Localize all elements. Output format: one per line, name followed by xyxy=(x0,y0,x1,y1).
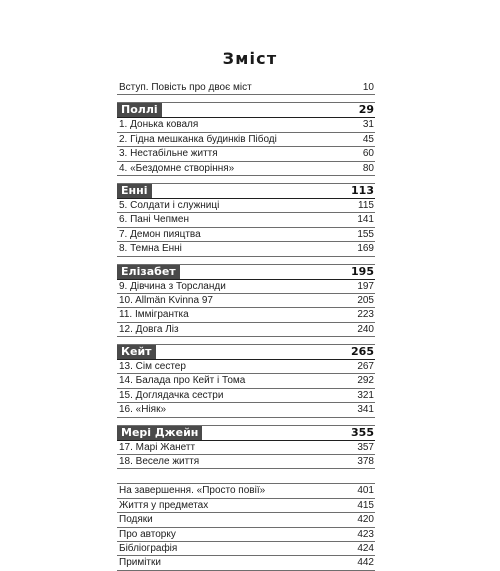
toc-entry-label: 7. Демон пияцтва xyxy=(119,228,201,240)
toc-entry-label: 6. Пані Чепмен xyxy=(119,214,189,226)
toc-entry-page: 415 xyxy=(357,499,374,511)
toc-entry-page: 357 xyxy=(357,441,374,453)
toc-endmatter-entry[interactable] xyxy=(117,499,375,513)
toc-chapter-entry[interactable] xyxy=(117,403,375,417)
toc-entry-label: 4. «Бездомне створіння» xyxy=(119,162,235,174)
toc-part-heading[interactable] xyxy=(117,344,375,360)
toc-entry-label: 14. Балада про Кейт і Тома xyxy=(119,375,246,387)
toc-entry-label: Примітки xyxy=(119,557,161,569)
toc-endmatter-entry[interactable] xyxy=(117,483,375,498)
toc-entry-page: 223 xyxy=(357,309,374,321)
toc-chapter-entry[interactable] xyxy=(117,360,375,374)
toc-entry-label: 15. Доглядачка сестри xyxy=(119,389,224,401)
toc-entry-label: 13. Сім сестер xyxy=(119,361,186,373)
toc-part-label: Елізабет xyxy=(117,265,180,279)
toc-entry-intro[interactable] xyxy=(117,81,375,95)
toc-part-label: Енні xyxy=(117,184,152,198)
toc-entry-label: 11. Іммігрантка xyxy=(119,309,189,321)
toc-part-page: 355 xyxy=(351,425,374,439)
toc-entry-label: 8. Темна Енні xyxy=(119,243,182,255)
toc-entry-label: 17. Марі Жанетт xyxy=(119,441,196,453)
toc-part-heading[interactable] xyxy=(117,425,375,441)
toc-entry-page: 141 xyxy=(357,214,374,226)
toc-entry-page: 60 xyxy=(362,148,374,160)
toc-chapter-entry[interactable] xyxy=(117,280,375,294)
toc-entry-page: 423 xyxy=(357,528,374,540)
toc-part-heading[interactable] xyxy=(117,264,375,280)
toc-part-page: 113 xyxy=(351,183,374,197)
toc-entry-page: 115 xyxy=(358,199,374,211)
toc-entry-page: 292 xyxy=(357,375,374,387)
toc-chapter-entry[interactable] xyxy=(117,389,375,403)
toc-chapter-entry[interactable] xyxy=(117,162,375,176)
toc-entry-page: 442 xyxy=(357,557,374,569)
toc-entry-page: 45 xyxy=(362,133,374,145)
toc-part-page: 195 xyxy=(351,264,374,278)
toc-entry-label: Про авторку xyxy=(119,528,176,540)
toc-part-page: 265 xyxy=(351,345,374,359)
toc-chapter-entry[interactable] xyxy=(117,455,375,469)
toc-entry-page: 378 xyxy=(357,456,374,468)
toc-endmatter-entry[interactable] xyxy=(117,513,375,527)
toc-part-heading[interactable] xyxy=(117,102,375,118)
toc-entry-page: 341 xyxy=(357,404,374,416)
toc-entry-label: Подяки xyxy=(119,514,153,526)
toc-endmatter-entry[interactable] xyxy=(117,528,375,542)
toc-chapter-entry[interactable] xyxy=(117,323,375,337)
toc-chapter-entry[interactable] xyxy=(117,147,375,161)
toc-chapter-entry[interactable] xyxy=(117,242,375,256)
toc-chapter-entry[interactable] xyxy=(117,308,375,322)
toc-entry-label: 9. Дівчина з Торсланди xyxy=(119,280,226,292)
toc-entry-label: Життя у предметах xyxy=(119,499,209,511)
toc-entry-page: 155 xyxy=(357,228,374,240)
toc-entry-label: 12. Довга Ліз xyxy=(119,323,179,335)
toc-entry-label: 16. «Ніяк» xyxy=(119,404,167,416)
toc-chapter-entry[interactable] xyxy=(117,133,375,147)
toc-chapter-entry[interactable] xyxy=(117,294,375,308)
toc-chapter-entry[interactable] xyxy=(117,199,375,213)
toc-entry-label: 2. Гідна мешканка будинків Пібоді xyxy=(119,133,277,145)
toc-entry-page: 169 xyxy=(357,243,374,255)
toc-chapter-entry[interactable] xyxy=(117,118,375,132)
toc-entry-label: 18. Веселе життя xyxy=(119,456,200,468)
toc-chapter-entry[interactable] xyxy=(117,441,375,455)
table-of-contents xyxy=(117,81,375,571)
toc-entry-page: 420 xyxy=(357,514,374,526)
toc-endmatter-entry[interactable] xyxy=(117,556,375,570)
toc-entry-page: 267 xyxy=(357,361,374,373)
toc-entry-page: 424 xyxy=(357,542,374,554)
toc-entry-page: 321 xyxy=(357,389,374,401)
toc-part-label: Кейт xyxy=(117,345,156,359)
toc-entry-label: На завершення. «Просто повії» xyxy=(119,485,266,497)
toc-entry-page: 80 xyxy=(362,162,374,174)
toc-chapter-entry[interactable] xyxy=(117,213,375,227)
toc-part-label: Поллі xyxy=(117,103,162,117)
toc-entry-label: 5. Солдати і служниці xyxy=(119,199,220,211)
toc-entry-label: 1. Донька коваля xyxy=(119,119,199,131)
toc-part-heading[interactable] xyxy=(117,183,375,199)
toc-part-label: Мері Джейн xyxy=(117,426,202,440)
toc-entry-page: 401 xyxy=(357,485,374,497)
toc-entry-page: 240 xyxy=(357,323,374,335)
toc-entry-page: 205 xyxy=(357,294,374,306)
toc-entry-page: 197 xyxy=(357,280,374,292)
toc-entry-label: 10. Allmän Kvinna 97 xyxy=(119,294,213,306)
toc-entry-page: 31 xyxy=(362,119,374,131)
page-title: Зміст xyxy=(222,49,278,68)
toc-chapter-entry[interactable] xyxy=(117,374,375,388)
toc-entry-label: 3. Нестабільне життя xyxy=(119,148,218,160)
toc-entry-page: 10 xyxy=(362,81,374,93)
toc-entry-label: Бібліографія xyxy=(119,542,178,554)
toc-entry-label: Вступ. Повість про двоє міст xyxy=(119,81,252,93)
toc-part-page: 29 xyxy=(358,103,374,117)
toc-endmatter-entry[interactable] xyxy=(117,542,375,556)
toc-chapter-entry[interactable] xyxy=(117,228,375,242)
